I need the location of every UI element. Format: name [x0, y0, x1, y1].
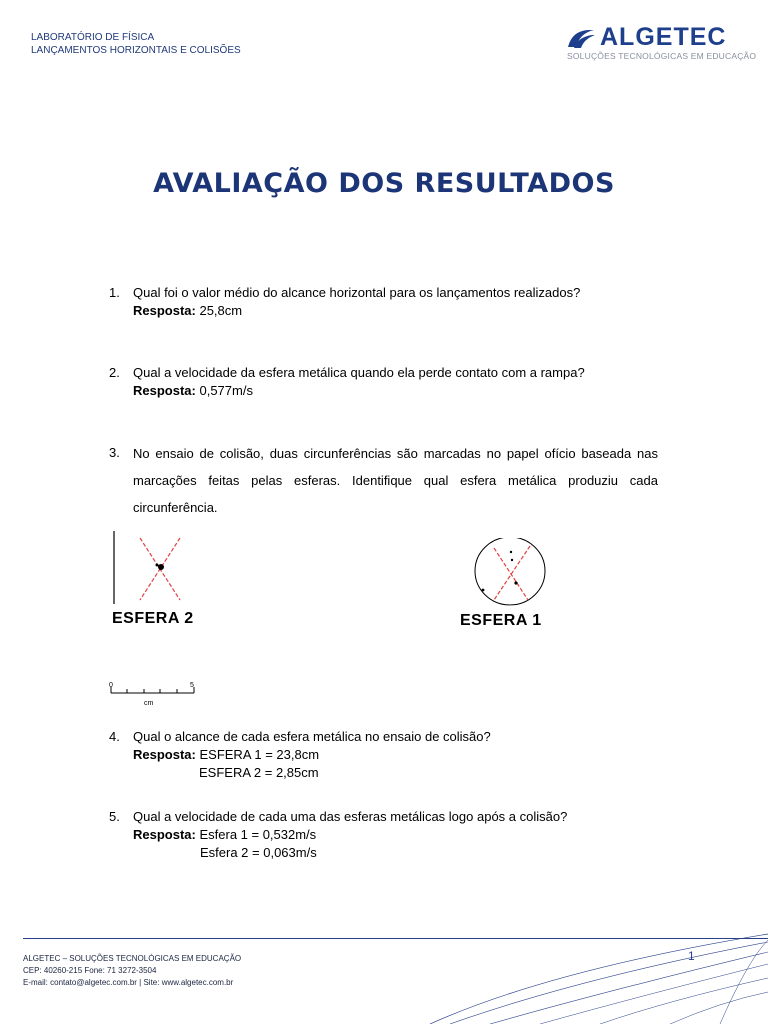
- header-experiment-name: LANÇAMENTOS HORIZONTAIS E COLISÕES: [31, 45, 241, 56]
- logo-wordmark: ALGETEC: [600, 23, 727, 51]
- page-number: 1: [688, 949, 695, 963]
- header-course-info: [31, 31, 241, 57]
- footer-email-site: E-mail: contato@algetec.com.br | Site: www.algetec.com.br: [23, 978, 234, 987]
- esfera-2-marks-image: [108, 528, 218, 608]
- question-number: 1.: [109, 285, 120, 300]
- answer-label: Resposta:: [133, 383, 196, 398]
- footer-cep-phone: CEP: 40260-215 Fone: 71 3272-3504: [23, 966, 157, 975]
- scale-unit-label: cm: [144, 700, 154, 707]
- answer-value-2: ESFERA 2 = 2,85cm: [199, 765, 319, 780]
- scale-end-label: 5: [190, 682, 194, 689]
- question-text: No ensaio de colisão, duas circunferências são marcadas no papel ofício baseada nas marcações feitas pelas esferas. Identifique qual esfera metálica produziu cada circunferência.: [133, 446, 658, 515]
- question-text: Qual a velocidade da esfera metálica quando ela perde contato com a rampa?: [133, 365, 585, 380]
- question-number: 3.: [109, 445, 120, 460]
- answer-value: 0,577m/s: [195, 383, 253, 398]
- answer-value: 25,8cm: [195, 303, 243, 318]
- esfera-1-marks-image: [458, 538, 568, 608]
- answer-value: Esfera 1 = 0,532m/s: [195, 827, 317, 842]
- header-lab-name: LABORATÓRIO DE FÍSICA: [31, 32, 155, 43]
- answer-label: Resposta:: [133, 303, 196, 318]
- scale-start-label: 0: [109, 682, 113, 689]
- footer-contact: [23, 953, 241, 989]
- answer-value: ESFERA 1 = 23,8cm: [195, 747, 320, 762]
- scale-ruler-image: [108, 680, 203, 708]
- question-text: Qual a velocidade de cada uma das esferas metálicas logo após a colisão?: [133, 809, 568, 824]
- figure-esfera-1: [458, 538, 568, 634]
- page-title: AVALIAÇÃO DOS RESULTADOS: [153, 168, 615, 199]
- question-text: Qual o alcance de cada esfera metálica no ensaio de colisão?: [133, 729, 491, 744]
- logo-mark-icon: [566, 27, 596, 51]
- esfera-1-label: ESFERA 1: [460, 612, 542, 629]
- algetec-logo: [566, 23, 757, 65]
- logo-tagline: SOLUÇÕES TECNOLÓGICAS EM EDUCAÇÃO: [567, 51, 757, 61]
- figure-esfera-2: [108, 528, 218, 632]
- footer-company: ALGETEC – SOLUÇÕES TECNOLÓGICAS EM EDUCAÇÃO: [23, 954, 242, 963]
- esfera-2-label: ESFERA 2: [112, 610, 194, 627]
- question-text: Qual foi o valor médio do alcance horizontal para os lançamentos realizados?: [133, 285, 581, 300]
- answer-label: Resposta:: [133, 827, 196, 842]
- answer-value-2: Esfera 2 = 0,063m/s: [200, 845, 317, 860]
- footer-wave-decoration: [430, 930, 768, 1024]
- question-number: 4.: [109, 729, 120, 744]
- question-number: 5.: [109, 809, 120, 824]
- question-number: 2.: [109, 365, 120, 380]
- answer-label: Resposta:: [133, 747, 196, 762]
- scale-bar: [108, 680, 203, 708]
